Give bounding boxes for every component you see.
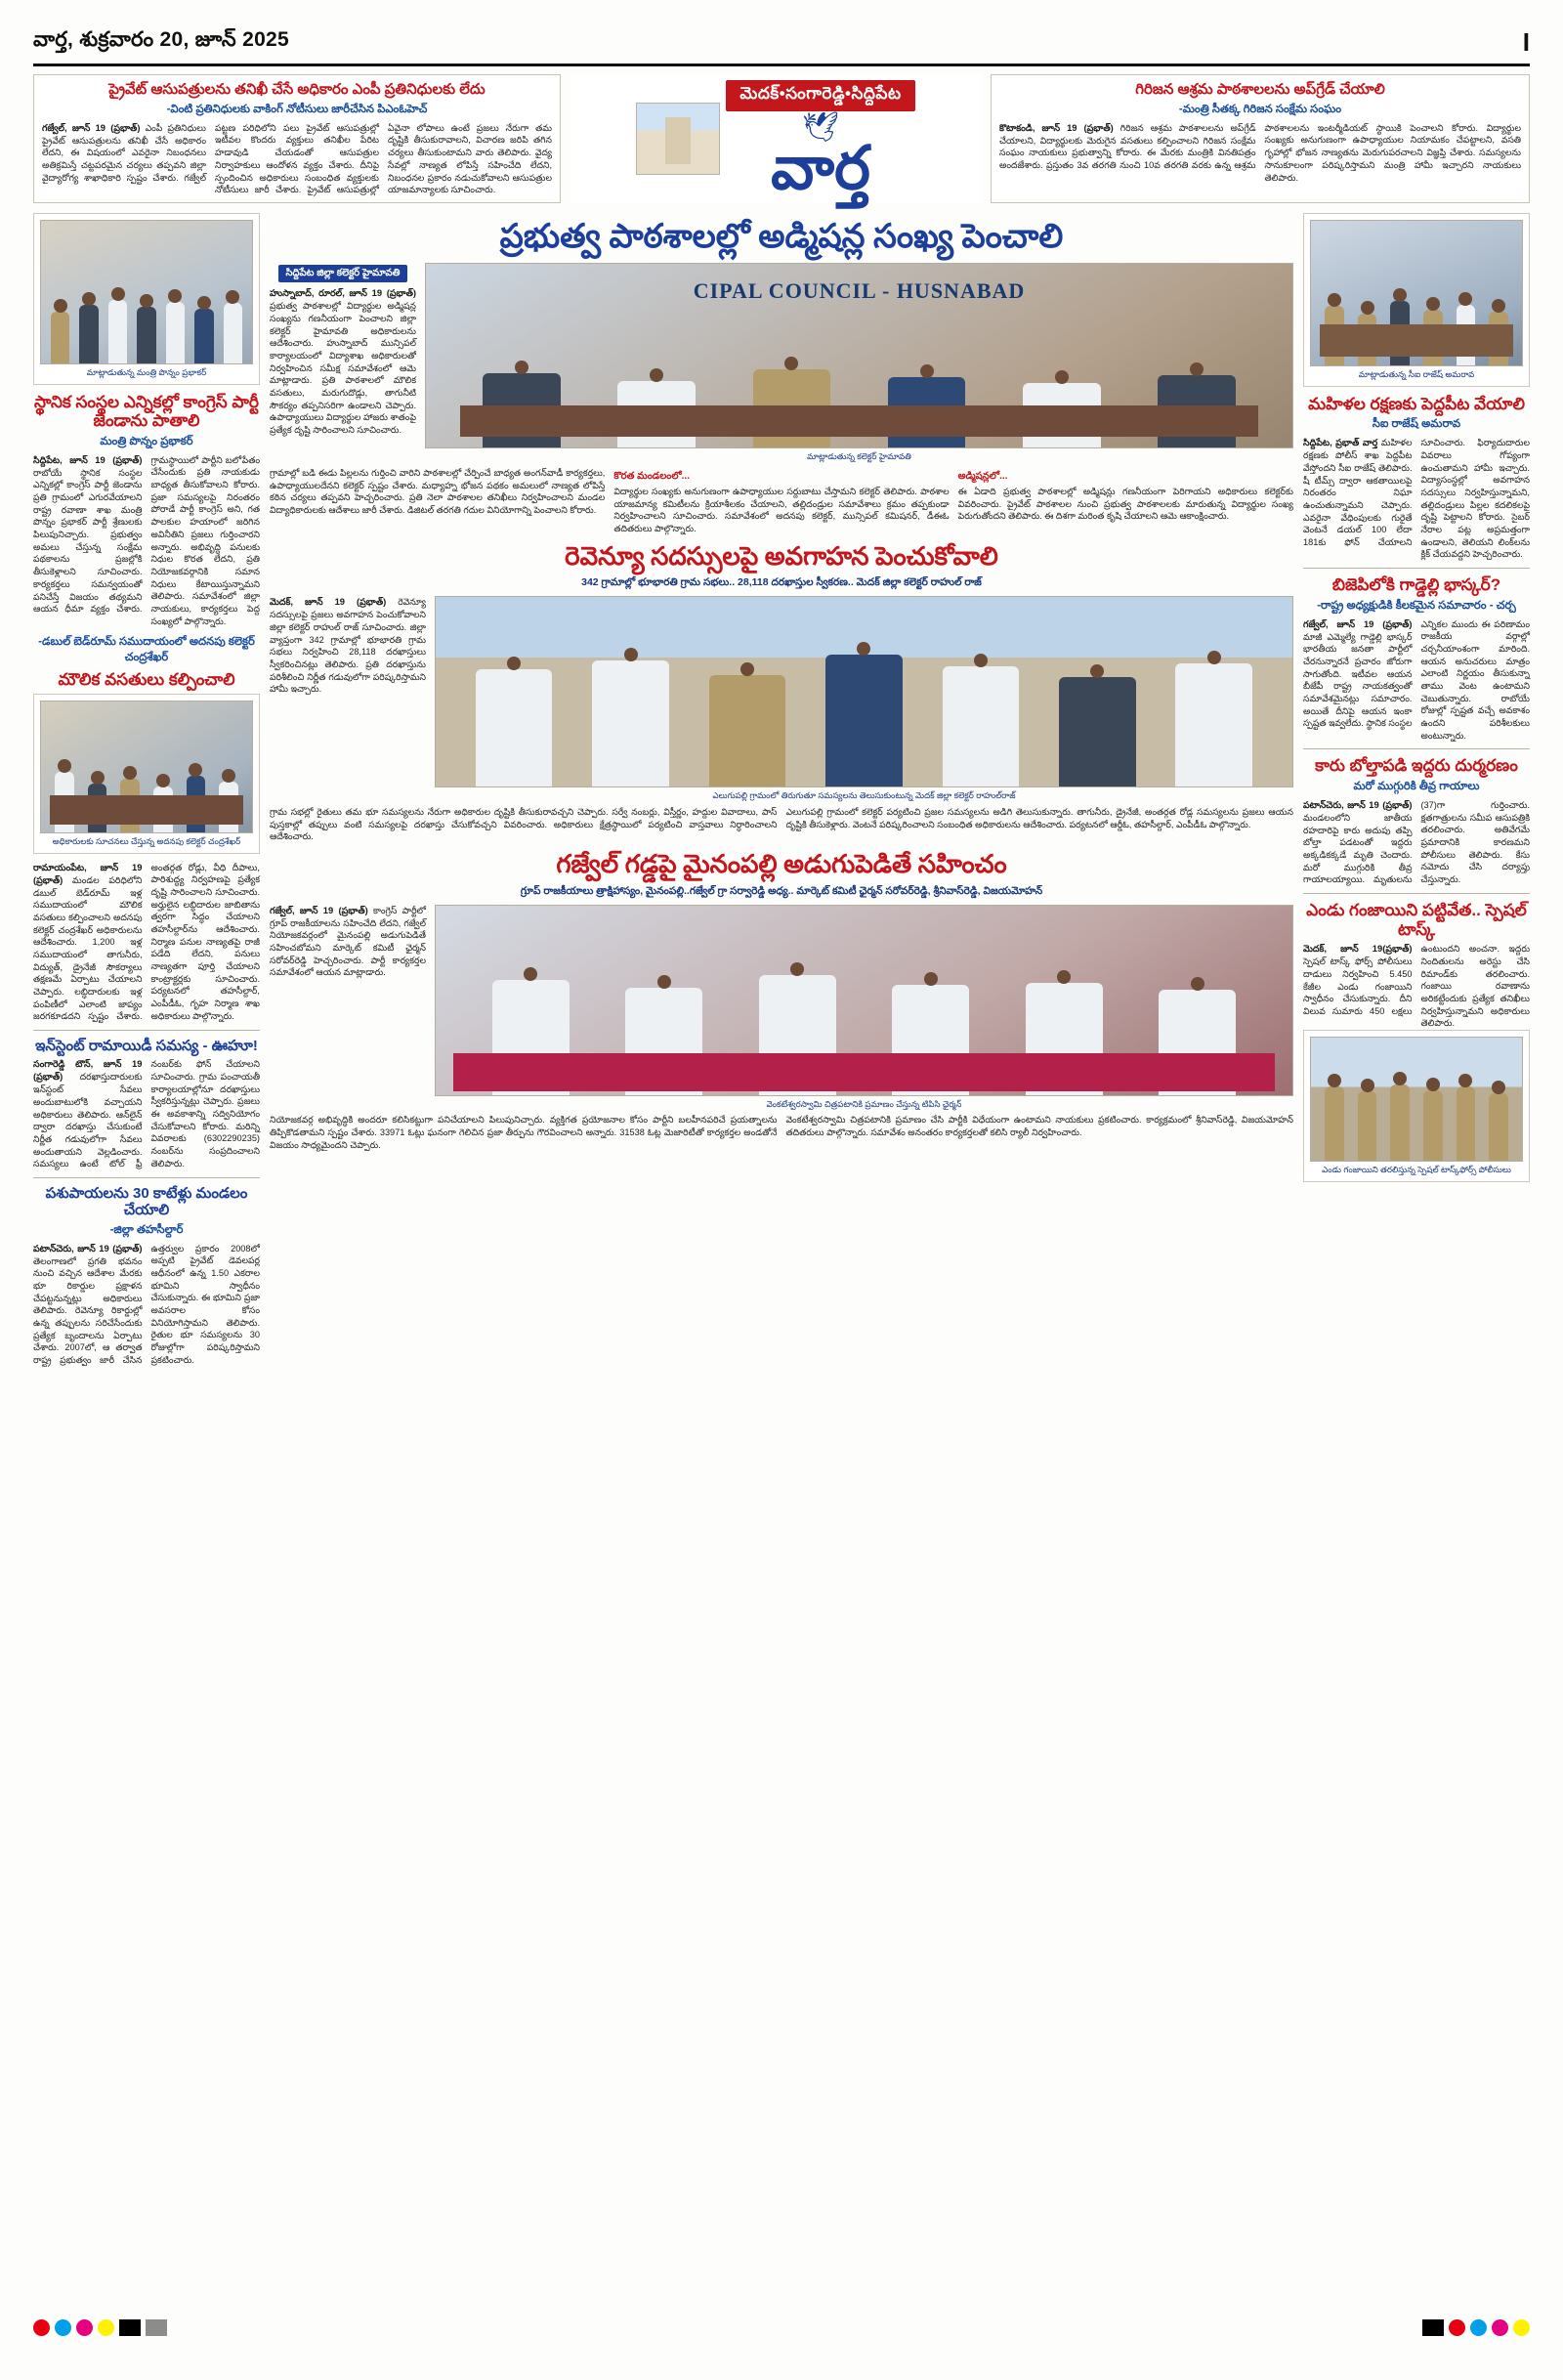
left-story-1-dateline: సిద్దిపేట, జూన్ 19 (ప్రభాత్) <box>33 453 143 465</box>
right-story-3-body: మండలంలోని జాతీయ రహదారిపై కారు అదుపు తప్పి బోల్తా పడటంతో ఇద్దరు అక్కడికక్కడే మృతి చెందారు. మరో ముగ్గురికి తీవ్ర గాయాలయ్యాయి. మృతులను (37)గా గుర్తించారు. క్షతగాత్రులను సమీప ఆసుపత్రికి తరలించారు. అతివేగమే ప్రమాదానికి కారణమని పోలీసులు తెలిపారు. కేసు నమోదు చేసి దర్యాప్తు చేస్తున్నారు. <box>1303 800 1530 885</box>
mid-story-2-col1: రెవెన్యూ సదస్సులపై ప్రజలు అవగాహన పెంచుకోవాలని జిల్లా కలెక్టర్ రాహుల్ రాజ్ సూచించారు. జిల్లా వ్యాప్తంగా 342 గ్రామాల్లో భూభారతి గ్రామ సభలు నిర్వహించి 28,118 దరఖాస్తులు స్వీకరించినట్లు తెలిపారు. ప్రతి దరఖాస్తును పరిశీలించి నిర్ణీత గడువులోగా పరిష్కరిస్తామని హామీ ఇచ్చారు. <box>270 597 426 695</box>
mid-story-2-col3: ఎలుగుపల్లి గ్రామంలో కలెక్టర్ పర్యటించి ప్రజల సమస్యలను అడిగి తెలుసుకున్నారు. తాగునీరు, డ్రైనేజీ, అంతర్గత రోడ్ల సమస్యలను ప్రజలు ఆయన దృష్టికి తీసుకెళ్లారు. వెంటనే పరిష్కరించాలని సంబంధిత అధికారులను ఆదేశించారు. పర్యటనలో ఆర్డీఓ, తహసీల్దార్, ఎంపీడీఓ పాల్గొన్నారు. <box>785 807 1293 829</box>
top-right-headline: గిరిజన ఆశ్రమ పాఠశాలలను అప్‌గ్రేడ్ చేయాలి <box>1135 81 1385 98</box>
photo-ganja-seizure <box>1310 1037 1523 1162</box>
mid-story-2-headline: రెవెన్యూ సదస్సులపై అవగాహన పెంచుకోవాలి <box>565 541 998 571</box>
header-band <box>33 74 1530 203</box>
right-photo-card-2 <box>1303 1030 1530 1182</box>
page-top-strip <box>33 27 1530 66</box>
right-story-1-dateline: సిద్దిపేట, ప్రభాత్ వార్త <box>1303 437 1378 448</box>
masthead <box>570 74 981 203</box>
photo-collector-village-visit <box>435 596 1293 787</box>
mid-story-3-top <box>270 905 1293 1110</box>
mid-story-2-col1-wrap <box>270 596 426 696</box>
left-story-1-body: రాబోయే స్థానిక సంస్థల ఎన్నికల్లో కాంగ్రెస్ పార్టీ జెండాను ప్రతి గ్రామంలో ఎగురవేయాలని రాష్ట్ర రవాణా శాఖ మంత్రి పొన్నం ప్రభాకర్ పార్టీ శ్రేణులకు పిలుపునిచ్చారు. ప్రభుత్వం అమలు చేస్తున్న సంక్షేమ పథకాలను ప్రజల్లోకి తీసుకెళ్లాలని సూచించారు. కార్యకర్తలు సమన్వయంతో పనిచేస్తే విజయం తథ్యమని ఆయన ధీమా వ్యక్తం చేశారు. గ్రామస్థాయిలో పార్టీని బలోపేతం చేసేందుకు ప్రతి నాయకుడు బాధ్యత తీసుకోవాలని కోరారు. ప్రజా సమస్యలపై నిరంతరం పోరాడే పార్టీ కాంగ్రెస్ అని, గత పాలకుల హయాంలో జరిగిన అవినీతిని ప్రజలు గుర్తించారని అన్నారు. అభివృద్ధి పనులకు నిధుల కొరత లేదని, ప్రతి నియోజకవర్గానికి సమాన నిధులు కేటాయిస్తున్నామని తెలిపారు. సమావేశంలో జిల్లా నాయకులు, కార్యకర్తలు పెద్ద సంఖ్యలో పాల్గొన్నారు. <box>33 454 260 626</box>
mid-story-3-col2: నియోజకవర్గ అభివృద్ధికి అందరూ కలిసికట్టుగా పనిచేయాలని పిలుపునిచ్చారు. వ్యక్తిగత ప్రయోజనాల కోసం పార్టీని బలహీనపరిచే ప్రయత్నాలను తిప్పికొడతామని స్పష్టం చేశారు. 33971 ఓట్లు ఘనంగా గెలిచిన ప్రజా తీర్పును గౌరవించాలని అన్నారు. 31538 ఓట్ల మెజారిటీతో కార్యకర్తల అండతోనే విజయం సాధ్యమైందని చెప్పారు. <box>270 1115 778 1150</box>
page-number: I <box>1522 27 1530 57</box>
left-story-4-subhead: -జిల్లా తహసీల్దార్ <box>109 1223 184 1236</box>
photo-caption-1: మాట్లాడుతున్న మంత్రి పొన్నం ప్రభాకర్ <box>86 366 207 377</box>
divider <box>33 1177 260 1178</box>
right-story-4-body: స్పెషల్ టాస్క్ ఫోర్స్ పోలీసులు దాడులు నిర్వహించి 5.450 కేజీల ఎండు గంజాయిని స్వాధీనం చేసుకున్నారు. దీని విలువ సుమారు 450 లక్షలు ఉంటుందని అంచనా. ఇద్దరు నిందితులను అరెస్టు చేసి రిమాండ్‌కు తరలించారు. గంజాయి రవాణాను అరికట్టేందుకు ప్రత్యేక తనిఖీలు నిర్వహిస్తున్నామని అధికారులు తెలిపారు. <box>1303 944 1530 1029</box>
top-left-dateline: గజ్వేల్, జూన్ 19 (ప్రభాత్) <box>42 121 141 133</box>
right-column <box>1303 213 1530 2314</box>
left-story-3-body-wrap <box>33 1058 260 1170</box>
main-story-col4-wrap <box>958 467 1293 535</box>
mid-story-3-bottom <box>270 1114 1293 1151</box>
reg-bar-black <box>119 2319 141 2336</box>
mid-story-3-photo-caption: వెంకటేశ్వరస్వామి చిత్రపటానికి ప్రమాణం చేస్తున్న టిపిసి ఛైర్మన్ <box>766 1098 962 1109</box>
main-story-col4: ఈ ఏడాది ప్రభుత్వ పాఠశాలల్లో అడ్మిషన్లు గణనీయంగా పెరిగాయని అధికారులు కలెక్టర్‌కు వివరించారు. ప్రైవేట్ పాఠశాలల నుంచి ప్రభుత్వ పాఠశాలలకు మారుతున్న విద్యార్థుల సంఖ్య పెరుగుతోందని తెలిపారు. ఈ దిశగా మరింత కృషి చేయాలని ఆమె ఆకాంక్షించారు. <box>957 487 1293 522</box>
top-right-dateline: కొటాకండి, జూన్ 19 (ప్రభాత్) <box>999 121 1114 133</box>
top-right-subhead: -మంత్రి సీతక్క గిరిజన సంక్షేమ సంఘం <box>1178 103 1342 115</box>
left-column <box>33 213 260 2314</box>
photo-officials-review <box>40 701 253 833</box>
reg-dot-red <box>33 2319 50 2336</box>
top-left-article <box>33 74 561 203</box>
left-story-2-dateline: రామాయంపేట, జూన్ 19 (ప్రభాత్) <box>33 861 143 885</box>
right-story-2-subhead: -రాష్ట్ర అధ్యక్షుడికి కీలకమైన సమాచారం - చర్చ <box>1317 599 1516 612</box>
left-story-4-headline: పశుపాయలను 30 కాటేళ్లు మండలం చేయాలి <box>45 1185 248 1219</box>
photo-oath-ceremony <box>435 905 1293 1096</box>
right-photo-caption-1: మాట్లాడుతున్న సీఐ రాజేష్ అమరావ <box>1358 368 1475 379</box>
photo-minister-meeting <box>40 220 253 364</box>
top-right-body: గిరిజన ఆశ్రమ పాఠశాలలను అప్‌గ్రేడ్ చేయాలని, విద్యార్థులకు మెరుగైన వసతులు కల్పించాలని గిరిజన సంక్షేమ సంఘం నాయకులు ప్రభుత్వాన్ని కోరారు. ఈ మేరకు మంత్రికి వినతిపత్రం అందజేశారు. ప్రస్తుతం 3వ తరగతి నుంచి 10వ తరగతి వరకు ఉన్న ఆశ్రమ పాఠశాలలను ఇంటర్మీడియట్ స్థాయికి పెంచాలని కోరారు. విద్యార్థుల సంఖ్యకు అనుగుణంగా ఉపాధ్యాయుల నియామకం చేపట్టాలని, వసతి గృహాల్లో భోజన నాణ్యతను మెరుగుపరచాలని విజ్ఞప్తి చేశారు. సమస్యలను సానుకూలంగా పరిష్కరిస్తామని మంత్రి హామీ ఇచ్చారని నాయకులు తెలిపారు. <box>999 122 1521 183</box>
mid-story-3-dateline: గజ్వేల్, జూన్ 19 (ప్రభాత్) <box>270 904 368 915</box>
reg-dot-magenta-2 <box>1492 2319 1508 2336</box>
masthead-towns: మెదక్•సంగారెడ్డి•సిద్దిపేట <box>726 80 914 111</box>
main-story-dateline: హుస్నాబాద్, రూరల్, జూన్ 19 (ప్రభాత్) <box>270 287 416 299</box>
photo-police-meeting <box>1310 220 1523 366</box>
footer-registration-bars <box>33 2314 1530 2336</box>
divider <box>1303 893 1530 894</box>
left-story-2-headline: మౌలిక వసతులు కల్పించాలి <box>58 670 235 690</box>
main-story-top <box>270 263 1293 462</box>
mid-story-2-strapline: 342 గ్రామాల్లో భూభారతి గ్రామ సభలు.. 28,118 దరఖాస్తుల స్వీకరణ.. మెదక్ జిల్లా కలెక్టర్ రాహుల్ రాజ్ <box>581 576 982 589</box>
divider <box>1303 748 1530 749</box>
main-story-photo-caption: మాట్లాడుతున్న కలెక్టర్ హైమావతి <box>807 451 911 462</box>
left-photo-card-2 <box>33 694 260 854</box>
issue-date: వార్త, శుక్రవారం 20, జూన్ 2025 <box>33 28 290 51</box>
mid-story-2-photo-caption: ఎలుగుపల్లి గ్రామంలో తిరుగుతూ సమస్యలను తెలుసుకుంటున్న మెదక్ జిల్లా కలెక్టర్ రాహుల్‌రాజ్ <box>712 790 1016 801</box>
photo-caption-2: అధికారులకు సూచనలు చేస్తున్న అదనపు కలెక్టర్ చంద్రశేఖర్ <box>52 835 241 846</box>
left-story-3-body: దరఖాస్తుదారులకు ఇన్‌స్టంట్ సేవలు అందుబాటులోకి వచ్చాయని అధికారులు తెలిపారు. ఆన్‌లైన్ ద్వారా దరఖాస్తు చేసుకుంటే నిర్ణీత గడువులోగా సేవలు అందుతాయని వెల్లడించారు. సమస్యలు ఉంటే టోల్ ఫ్రీ నంబర్‌కు ఫోన్ చేయాలని సూచించారు. గ్రామ పంచాయతీ కార్యాలయాల్లోనూ దరఖాస్తులు స్వీకరిస్తున్నట్లు చెప్పారు. ప్రజలు ఈ అవకాశాన్ని సద్వినియోగం చేసుకోవాలని కోరారు. మరిన్ని వివరాలకు (6302290235) నంబర్‌ను సంప్రదించాలని తెలిపారు. <box>33 1059 260 1169</box>
main-story-col4-head: అడ్మిషన్లలో... <box>957 471 1008 482</box>
main-story-col2: గ్రామాల్లో బడి ఈడు పిల్లలను గుర్తించి వారిని పాఠశాలల్లో చేర్పించే బాధ్యత అంగన్‌వాడీ కార్యకర్తలు, ఉపాధ్యాయులదేనని కలెక్టర్ స్పష్టం చేశారు. మధ్యాహ్న భోజన పథకం అమలులో నాణ్యత లోపిస్తే కఠిన చర్యలు తప్పవని హెచ్చరించారు. ప్రతి నెలా పాఠశాలల తనిఖీలు నిర్వహించాలని మండల విద్యాధికారులకు ఆదేశాలు జారీ చేశారు. డిజిటల్ తరగతి గదుల వినియోగాన్ని పెంచాలని కోరారు. <box>270 468 606 516</box>
main-story-photo-block <box>425 263 1293 462</box>
mid-story-2-bottom <box>270 806 1293 843</box>
left-story-1-body-wrap <box>33 454 260 628</box>
main-story-col1: ప్రభుత్వ పాఠశాలల్లో విద్యార్థుల అడ్మిషన్ల సంఖ్యను గణనీయంగా పెంచాలని జిల్లా కలెక్టర్ హైమావతి అధికారులను ఆదేశించారు. హుస్నాబాద్ మున్సిపల్ కార్యాలయంలో విద్యాశాఖ అధికారులతో నిర్వహించిన సమీక్ష సమావేశంలో ఆమె మాట్లాడారు. ప్రతి పాఠశాలలో మౌలిక వసతులు, మరుగుదొడ్లు, తాగునీటి సౌకర్యం తప్పనిసరిగా ఉండాలని చెప్పారు. ఉపాధ్యాయులు విద్యార్థుల హాజరు శాతంపై ప్రత్యేక దృష్టి సారించాలని సూచించారు. <box>270 301 416 436</box>
top-left-headline: ప్రైవేట్ ఆసుపత్రులను తనిఖీ చేసే అధికారం ఎంపీ ప్రతినిధులకు లేదు <box>108 81 486 98</box>
photo-council-dais <box>425 263 1293 448</box>
main-grid <box>33 213 1530 2314</box>
reg-dot-cyan-2 <box>1470 2319 1487 2336</box>
left-story-3-headline: ఇన్‌స్టెంట్ రామాయిడీ సమస్య - ఊహూ! <box>35 1038 258 1055</box>
footer-right-dots <box>1422 2319 1530 2336</box>
mid-story-3-col1: కాంగ్రెస్ పార్టీలో గ్రూప్ రాజకీయాలను సహించేది లేదని, గజ్వేల్ నియోజకవర్గంలో మైనంపల్లి అడుగుపెడితే సహించబోమని మార్కెట్ కమిటీ ఛైర్మన్ సరోవర్‌రెడ్డి హెచ్చరించారు. పార్టీ కార్యకర్తల సమావేశంలో ఆయన మాట్లాడారు. <box>270 905 426 978</box>
right-story-2-headline: బిజెపిలోకి గాడ్డెల్లి భాస్కర్? <box>1331 575 1501 595</box>
right-story-3-dateline: పటాన్‌చెరు, జూన్ 19 (ప్రభాత్) <box>1303 799 1413 810</box>
top-left-body: ఎంపీ ప్రతినిధులు ప్రైవేట్ ఆసుపత్రులను తనిఖీ చేసే అధికారం లేదని, ఈ విషయంలో ఎవరైనా నిబంధనలు అతిక్రమిస్తే చట్టపరమైన చర్యలు తప్పవని జిల్లా వైద్యారోగ్య శాఖాధికారి స్పష్టం చేశారు. గజ్వేల్ పట్టణ పరిధిలోని పలు ప్రైవేట్ ఆసుపత్రుల్లో ఇటీవల కొందరు వ్యక్తులు తనిఖీల పేరిట హడావుడి చేయడంతో ఆసుపత్రుల నిర్వాహకులు ఆందోళన వ్యక్తం చేశారు. దీనిపై స్పందించిన అధికారులు సంబంధిత వ్యక్తులకు నోటీసులు జారీ చేశారు. ప్రైవేట్ ఆసుపత్రుల్లో ఏవైనా లోపాలు ఉంటే ప్రజలు నేరుగా తమ దృష్టికి తీసుకురావాలని, విచారణ జరిపి తగిన చర్యలు తీసుకుంటామని వారు తెలిపారు. వైద్య సేవల్లో నాణ్యత లోపిస్తే సహించేది లేదని, నిబంధనల ప్రకారం నడుచుకోవాలని ఆసుపత్రుల యాజమాన్యాలకు సూచించారు. <box>42 122 552 195</box>
right-story-4-body-wrap <box>1303 943 1530 1030</box>
main-headline: ప్రభుత్వ పాఠశాలల్లో అడ్మిషన్ల సంఖ్య పెంచాలి <box>499 218 1064 255</box>
mid-story-3-col1-wrap <box>270 905 426 979</box>
main-story-col3-wrap <box>613 467 949 535</box>
right-story-2-body: మాజీ ఎమ్మెల్యే గాడ్డెల్లి భాస్కర్ భారతీయ జనతా పార్టీలో చేరనున్నారనే ప్రచారం జోరుగా సాగుతోంది. ఇటీవల ఆయన బీజేపీ రాష్ట్ర నాయకత్వంతో సమావేశమైనట్లు సమాచారం. అయితే దీనిపై ఆయన ఇంకా స్పష్టత ఇవ్వలేదు. స్థానిక సంస్థల ఎన్నికల ముందు ఈ పరిణామం రాజకీయ వర్గాల్లో చర్చనీయాంశంగా మారింది. ఆయన అనుచరులు మాత్రం ఎలాంటి నిర్ణయం తీసుకున్నా తాము వెంట ఉంటామని చెబుతున్నారు. రాబోయే రోజుల్లో స్పష్టత వచ్చే అవకాశం ఉందని పరిశీలకులు అంటున్నారు. <box>1303 618 1530 741</box>
footer-left-dots <box>33 2319 167 2336</box>
reg-dot-cyan <box>55 2319 71 2336</box>
left-story-4-body: తెలంగాణలో ప్రగతి భవనం నుంచి వచ్చిన ఆదేశాల మేరకు భూ రికార్డుల ప్రక్షాళన చేపట్టనున్నట్లు అధికారులు తెలిపారు. రెవెన్యూ రికార్డుల్లో ఉన్న తప్పులను సరిచేసేందుకు ప్రత్యేక బృందాలను ఏర్పాటు చేశారు. 2007లో, ఆ తర్వాత రాష్ట్ర ప్రభుత్వం జారీ చేసిన ఉత్తర్వుల ప్రకారం 2008లో అప్పటి ప్రైవేట్ డెవలపర్ల ఆధీనంలో ఉన్న 1.50 ఎకరాల భూమిని స్వాధీనం చేసుకున్నారు. ఈ భూమిని ప్రజా అవసరాల కోసం వినియోగిస్తామని తెలిపారు. రైతుల భూ సమస్యలను 30 రోజుల్లోగా పరిష్కరిస్తామని ప్రకటించారు. <box>33 1243 260 1366</box>
center-column <box>270 213 1293 2314</box>
divider <box>33 1030 260 1031</box>
left-story-3-dateline: సంగారెడ్డి టౌన్, జూన్ 19 (ప్రభాత్) <box>33 1058 143 1083</box>
reg-bar-gray <box>146 2319 167 2336</box>
mid-story-3-col3: వెంకటేశ్వరస్వామి చిత్రపటానికి ప్రమాణం చేసి పార్టీకి విధేయంగా ఉంటామని నాయకులు ప్రకటించారు. కార్యక్రమంలో శ్రీనివాస్‌రెడ్డి, విజయమోహన్ తదితరులు పాల్గొన్నారు. సమావేశం అనంతరం కార్యకర్తలతో కలిసి ర్యాలీ నిర్వహించారు. <box>785 1115 1293 1138</box>
reg-dot-yellow <box>98 2319 114 2336</box>
right-story-2-body-wrap <box>1303 618 1530 743</box>
right-story-1-body: మహిళల రక్షణకు పోలీస్ శాఖ పెద్దపీట వేస్తోందని సీఐ రాజేష్ తెలిపారు. షీ టీమ్స్ ద్వారా ఆకతాయిలపై నిరంతరం నిఘా ఉంచుతున్నామని చెప్పారు. ఎవరైనా వేధింపులకు గురైతే వెంటనే డయల్ 100 లేదా 181కు ఫోన్ చేయాలని సూచించారు. ఫిర్యాదుదారుల వివరాలు గోప్యంగా ఉంచుతామని హామీ ఇచ్చారు. విద్యాసంస్థల్లో అవగాహన సదస్సులు నిర్వహిస్తున్నామని, తల్లిదండ్రులు పిల్లల కదలికలపై దృష్టి పెట్టాలని కోరారు. సైబర్ నేరాల పట్ల అప్రమత్తంగా ఉండాలని, తెలియని లింక్‌లను క్లిక్ చేయవద్దని హెచ్చరించారు. <box>1303 438 1530 560</box>
mid-story-2-dateline: మెదక్, జూన్ 19 (ప్రభాత్) <box>270 596 387 608</box>
masthead-monument-photo <box>636 103 720 175</box>
main-story-col3: విద్యార్థుల సంఖ్యకు అనుగుణంగా ఉపాధ్యాయుల సర్దుబాటు చేస్తామని కలెక్టర్ తెలిపారు. పాఠశాల యాజమాన్య కమిటీలను క్రియాశీలకం చేయాలని, తల్లిదండ్రుల సమావేశాలు క్రమం తప్పకుండా నిర్వహించాలని సూచించారు. సమావేశంలో అదనపు కలెక్టర్, మున్సిపల్ కమిషనర్, డీఈఓ తదితరులు పాల్గొన్నారు. <box>613 487 950 534</box>
right-story-4-headline: ఎండు గంజాయిని పట్టివేత.. స్పెషల్ టాస్క్ <box>1306 901 1527 939</box>
main-story-bottom <box>270 467 1293 535</box>
left-story-4-dateline: పటాన్‌చెరు, జూన్ 19 (ప్రభాత్) <box>33 1242 143 1254</box>
left-photo-card-1 <box>33 213 260 385</box>
top-right-article <box>991 74 1530 203</box>
dove-icon: 🕊 <box>801 111 840 144</box>
main-story-col3-head: కొరత మండలంలో... <box>613 471 690 482</box>
mid-story-2-col2: గ్రామ సభల్లో రైతులు తమ భూ సమస్యలను నేరుగా అధికారుల దృష్టికి తీసుకురావచ్చని చెప్పారు. సర్వే నంబర్లు, విస్తీర్ణం, హద్దుల వివాదాలు, పాస్ పుస్తకాల్లో తప్పులు వంటి సమస్యలపై దరఖాస్తు చేసుకోవచ్చని వివరించారు. అధికారులు క్షేత్రస్థాయిలో పర్యటించి వాస్తవాలు నిర్ధారించాలని ఆదేశించారు. <box>270 807 778 842</box>
left-story-2-body: మండల పరిధిలోని డబుల్ బెడ్‌రూమ్ ఇళ్ల సముదాయంలో మౌలిక వసతులు కల్పించాలని అదనపు కలెక్టర్ చంద్రశేఖర్ అధికారులను ఆదేశించారు. 1,200 ఇళ్ల సముదాయంలో తాగునీరు, విద్యుత్, డ్రైనేజీ సౌకర్యాలు తక్షణమే ఏర్పాటు చేయాలని చెప్పారు. లబ్ధిదారులకు ఇళ్ల పంపిణీలో ఎలాంటి జాప్యం జరగకూడదని స్పష్టం చేశారు. అంతర్గత రోడ్లు, వీధి దీపాలు, పారిశుద్ధ్య నిర్వహణపై ప్రత్యేక దృష్టి సారించాలని సూచించారు. అర్హులైన లబ్ధిదారుల జాబితాను త్వరగా సిద్ధం చేయాలని తహసీల్దార్‌ను ఆదేశించారు. నిర్మాణ పనుల నాణ్యతపై రాజీ పడేది లేదని, పనులు నాణ్యతగా పూర్తి చేయాలని కాంట్రాక్టర్లకు సూచించారు. పర్యటనలో తహసీల్దార్, ఎంపీడీఓ, గృహ నిర్మాణ శాఖ అధికారులు పాల్గొన్నారు. <box>33 862 260 1022</box>
left-story-1-headline: స్థానిక సంస్థల ఎన్నికల్లో కాంగ్రెస్ పార్టీ జెండాను పాతాలి <box>33 392 260 431</box>
reg-dot-magenta <box>76 2319 93 2336</box>
masthead-title: వార్త <box>771 136 870 202</box>
mid-story-3-photo-block <box>435 905 1293 1110</box>
right-story-3-subhead: మరో ముగ్గురికి తీవ్ర గాయాలు <box>1353 781 1480 792</box>
reg-bar-black-2 <box>1422 2319 1444 2336</box>
reg-dot-red-2 <box>1449 2319 1465 2336</box>
top-left-subhead: -వింటి ప్రతినిధులకు వాకింగ్ నోటీసులు జారీచేసిన పిఎంఓహెచ్ <box>166 103 428 115</box>
right-photo-card-1 <box>1303 213 1530 387</box>
main-story-kicker: సిద్దిపేట జిల్లా కలెక్టర్ హైమావతి <box>278 265 408 282</box>
left-story-4-body-wrap <box>33 1243 260 1367</box>
left-story-2-body-wrap <box>33 862 260 1024</box>
right-story-2-dateline: గజ్వేల్, జూన్ 19 (ప్రభాత్) <box>1303 617 1413 629</box>
photo-banner-text: CIPAL COUNCIL - HUSNABAD <box>693 278 1026 304</box>
main-story-col-1 <box>270 263 416 437</box>
left-story-1-subhead: మంత్రి పొన్నం ప్రభాకర్ <box>100 435 193 447</box>
reg-dot-yellow-2 <box>1513 2319 1530 2336</box>
right-story-3-body-wrap <box>1303 799 1530 886</box>
right-story-1-headline: మహిళల రక్షణకు పెద్దపీట వేయాలి <box>1308 394 1525 413</box>
right-photo-caption-2: ఎండు గంజాయిని తరలిస్తున్న స్పెషల్ టాస్క్‌ఫోర్స్ పోలీసులు <box>1322 1165 1511 1174</box>
mid-story-2-photo-block <box>435 596 1293 801</box>
left-story-2-subhead: -డబుల్ బెడ్‌రూమ్ సముదాయంలో అదనపు కలెక్టర్ చంద్రశేఖర్ <box>38 636 255 664</box>
mid-story-2-top <box>270 596 1293 801</box>
mid-story-3-headline: గజ్వేల్ గడ్డపై మైనంపల్లి అడుగుపెడితే సహించం <box>556 850 1007 879</box>
mid-story-3-strapline: గ్రూప్ రాజకీయాలు త్రాక్షిహాస్యం, మైనంపల్లి..గజ్వేల్ గ్రా సర్వారెడ్డి అధ్య.. మార్కెట్ కమిటీ ఛైర్మన్ సరోవర్‌రెడ్డి, శ్రీనివాస్‌రెడ్డి, విజయమోహన్ <box>520 884 1043 897</box>
right-story-4-dateline: మెదక్, జూన్ 19(ప్రభాత్) <box>1303 943 1413 955</box>
right-story-1-body-wrap <box>1303 437 1530 561</box>
main-story-col1-wrap <box>270 287 416 437</box>
right-story-1-subhead: సీఐ రాజేష్ అమరావ <box>1372 418 1461 431</box>
divider <box>1303 568 1530 569</box>
right-story-3-headline: కారు బోల్తాపడి ఇద్దరు దుర్మరణం <box>1315 756 1518 776</box>
